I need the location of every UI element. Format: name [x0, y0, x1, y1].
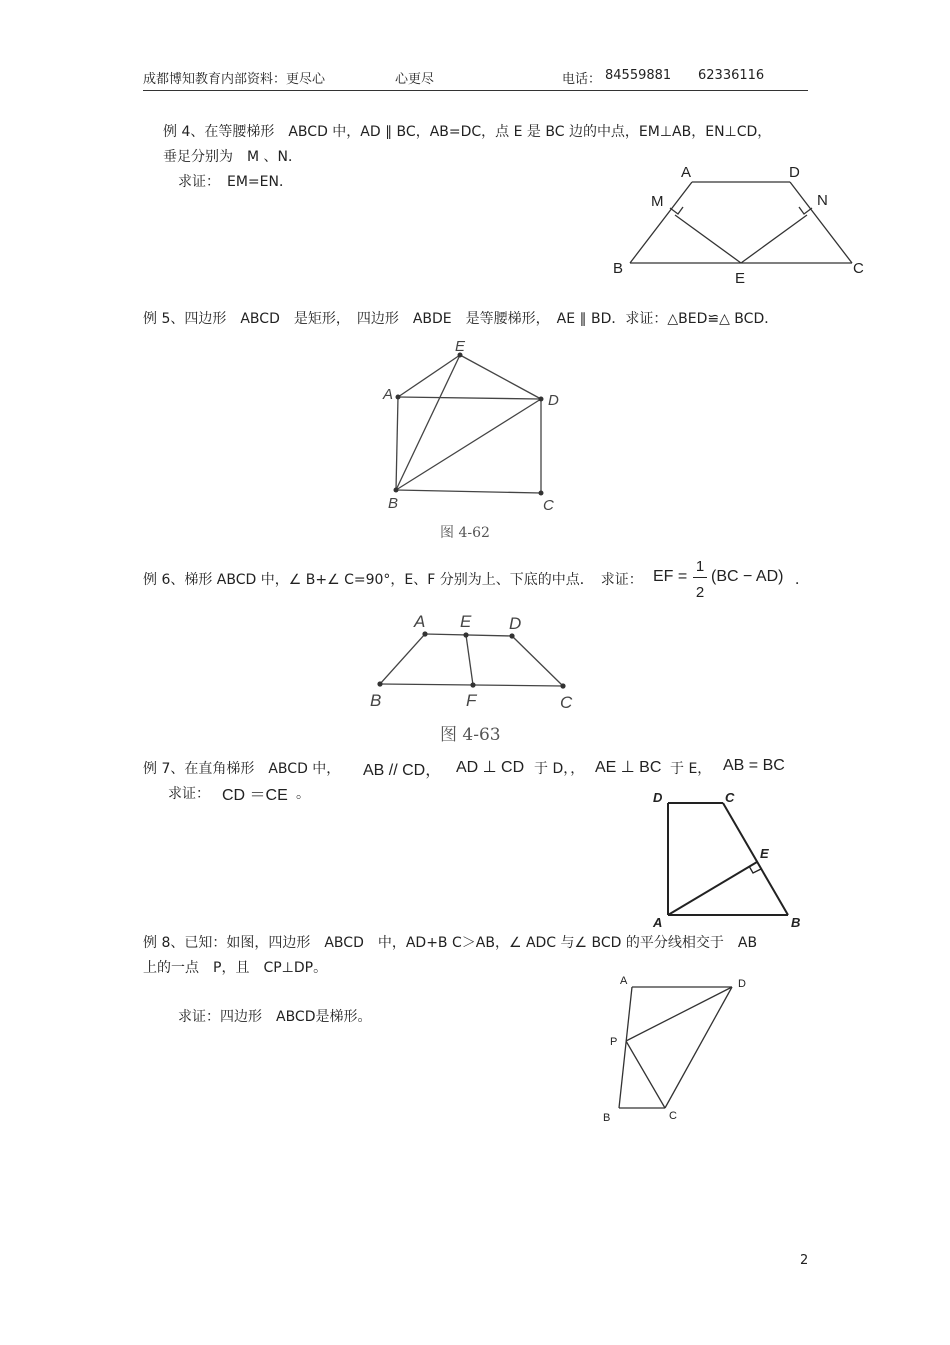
ex7-prove-b: CD ＝CE	[222, 787, 288, 804]
ex6-seg-ef	[466, 635, 473, 685]
ex8-label-p: P	[610, 1036, 618, 1048]
ex7-figure	[645, 785, 815, 930]
ex5-label-b: B	[388, 495, 399, 512]
ex5-point-a	[396, 395, 401, 400]
ex5-point-d	[539, 397, 544, 402]
ex6-label-f: F	[466, 691, 477, 710]
ex6-formula-denominator: 2	[695, 584, 705, 601]
ex6-figure	[360, 610, 590, 720]
ex5-line1: 例 5、四边形 ABCD 是矩形， 四边形 ABDE 是等腰梯形， AE ∥ BD．求证：△BED≌△ BCD．	[143, 311, 779, 327]
ex7-seg-cb	[723, 803, 788, 915]
ex7-line1-g: AB = BC	[723, 757, 785, 774]
ex6-fraction-bar	[693, 577, 707, 578]
ex6-point-a	[422, 631, 427, 636]
ex8-label-b: B	[603, 1112, 611, 1124]
ex6-label-b: B	[370, 691, 382, 710]
ex7-line1-e: AE ⊥ BC	[595, 759, 662, 776]
ex6-line1: 例 6、梯形 ABCD 中，∠ B+∠ C=90°，E、F 分别为上、下底的中点． 求证：	[143, 572, 643, 588]
ex8-figure	[595, 970, 760, 1130]
ex7-line1-f: 于 E，	[670, 761, 712, 777]
header-phone-label: 电话：	[562, 72, 602, 87]
ex6-seg-ab	[380, 634, 425, 684]
ex5-seg-ed	[460, 355, 541, 399]
ex8-label-d: D	[738, 978, 746, 990]
header-motto: 心更尽	[395, 72, 435, 87]
ex7-line1-a: 例 7、在直角梯形 ABCD 中，	[143, 761, 341, 777]
ex8-seg-pd	[626, 987, 732, 1041]
ex4-prove: 求证： EM=EN．	[178, 174, 293, 190]
ex6-formula-rhs: (BC − AD)	[711, 568, 784, 585]
header-org: 成都博知教育内部资料：更尽心	[143, 72, 326, 87]
ex6-seg-dc	[512, 636, 563, 686]
ex5-caption: 图 4-62	[440, 525, 490, 541]
ex5-label-c: C	[543, 497, 554, 514]
ex6-label-e: E	[460, 612, 472, 631]
ex8-label-c: C	[669, 1110, 677, 1122]
ex4-line2: 垂足分别为 M 、N．	[163, 149, 303, 165]
ex7-prove-c: 。	[296, 786, 310, 802]
ex7-line1-b: AB // CD，	[363, 762, 442, 779]
ex4-label-a: A	[681, 164, 692, 181]
ex5-point-c	[539, 491, 544, 496]
ex6-label-d: D	[509, 614, 522, 633]
ex6-point-b	[377, 681, 382, 686]
ex7-label-b: B	[791, 915, 801, 930]
ex4-label-c: C	[853, 260, 864, 277]
ex7-line1-d: 于 D，，	[534, 761, 585, 777]
header-rule	[143, 90, 808, 91]
ex6-formula-end: ．	[795, 572, 809, 588]
ex7-label-a: A	[653, 915, 663, 930]
ex6-point-f	[470, 682, 475, 687]
ex7-prove-a: 求证：	[168, 786, 210, 802]
ex6-formula-lhs: EF =	[653, 568, 688, 585]
ex8-line1: 例 8、已知：如图，四边形 ABCD 中，AD+B C＞AB，∠ ADC 与∠ BCD 的平分线相交于 AB	[143, 935, 758, 951]
ex5-seg-ad	[398, 397, 541, 399]
ex6-point-c	[560, 683, 565, 688]
ex6-formula-numerator: 1	[695, 558, 705, 575]
ex5-figure	[370, 335, 590, 515]
ex8-seg-dc	[665, 987, 732, 1108]
ex4-label-m: M	[651, 193, 664, 210]
ex7-label-e: E	[760, 846, 769, 861]
ex5-point-b	[394, 488, 399, 493]
ex6-point-d	[509, 633, 514, 638]
ex4-figure	[600, 160, 880, 290]
page-number: 2	[800, 1253, 809, 1268]
ex4-label-b: B	[613, 260, 624, 277]
ex5-label-d: D	[548, 392, 559, 409]
ex5-seg-bc	[396, 490, 541, 493]
ex8-line2: 上的一点 P，且 CP⊥DP。	[143, 960, 328, 976]
ex7-label-c: C	[725, 790, 735, 805]
ex4-label-d: D	[789, 164, 800, 181]
ex6-label-c: C	[560, 693, 573, 712]
ex5-seg-ab	[396, 397, 398, 490]
ex7-line1-c: AD ⊥ CD	[456, 759, 525, 776]
ex8-label-a: A	[620, 975, 628, 987]
ex4-label-n: N	[817, 192, 828, 209]
header-phone-2: 62336116	[698, 68, 765, 83]
ex4-label-e: E	[735, 270, 746, 287]
ex7-label-d: D	[653, 790, 663, 805]
ex8-seg-pc	[626, 1041, 665, 1108]
ex7-seg-ae	[668, 862, 757, 915]
ex6-caption: 图 4-63	[440, 725, 501, 745]
ex4-line1: 例 4、在等腰梯形 ABCD 中，AD ∥ BC，AB=DC，点 E 是 BC 边的中点，EM⊥AB，EN⊥CD，	[163, 124, 772, 140]
ex4-seg-em	[675, 215, 741, 263]
ex4-seg-en	[741, 215, 807, 263]
ex8-prove: 求证：四边形 ABCD是梯形。	[178, 1009, 372, 1025]
ex6-point-e	[463, 632, 468, 637]
ex6-label-a: A	[414, 612, 426, 631]
ex5-label-e: E	[455, 338, 466, 355]
header-phone-1: 84559881	[605, 68, 672, 83]
ex5-label-a: A	[383, 386, 394, 403]
